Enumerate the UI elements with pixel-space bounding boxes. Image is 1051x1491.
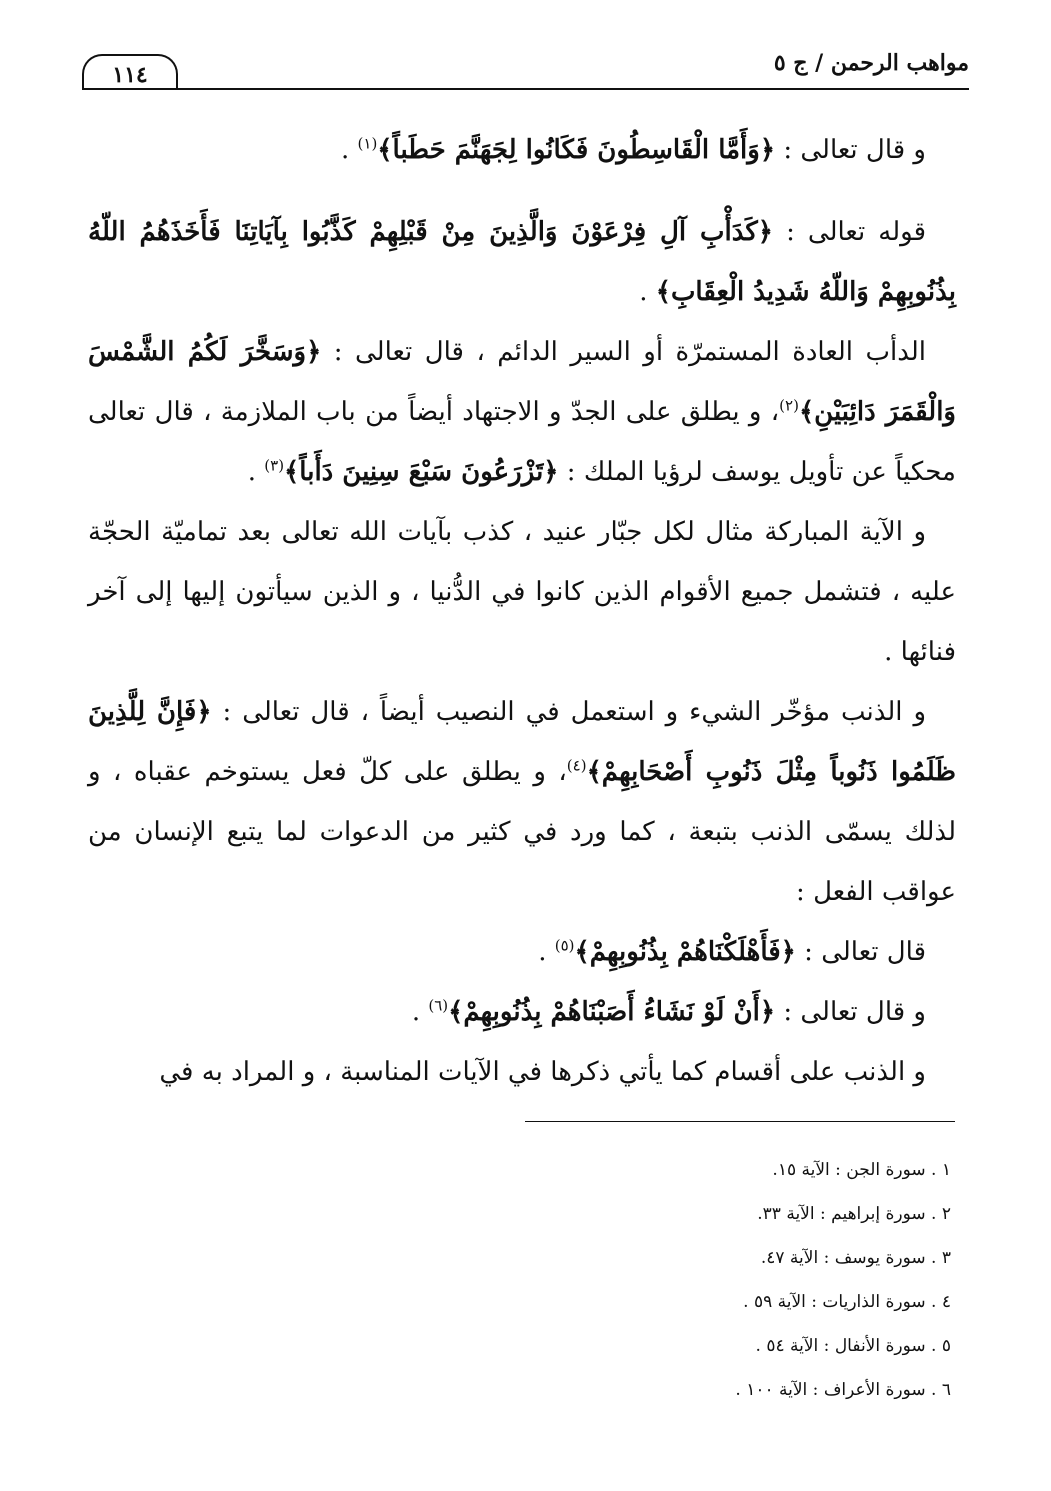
page-number: ١١٤	[82, 54, 178, 90]
quran-verse: ﴿فَأَهْلَكْنَاهُمْ بِذُنُوبِهِمْ﴾	[574, 937, 796, 967]
text: قال تعالى :	[795, 937, 926, 967]
footnote-ref: (٤)	[566, 756, 587, 775]
footnote: ٥ . سورة الأنفال : الآية ٥٤ .	[755, 1336, 951, 1356]
text: ، و يطلق على كلّ فعل يستوخم عقباه ، و لذلك يسمّى الذنب بتبعة ، كما ورد في كثير من الدعوات لما يتبع الإنسان من عواقب الفعل :	[88, 757, 956, 907]
text: .	[340, 135, 358, 165]
text: .	[639, 277, 656, 307]
paragraph	[88, 322, 956, 502]
text: الدأب العادة المستمرّة أو السير الدائم ، قال تعالى :	[321, 337, 926, 367]
text: .	[411, 997, 429, 1027]
text: و الذنب مؤخّر الشيء و استعمل في النصيب أيضاً ، قال تعالى :	[211, 697, 926, 727]
text: .	[247, 457, 265, 487]
paragraph: و الذنب على أقسام كما يأتي ذكرها في الآيات المناسبة ، و المراد به في	[159, 1057, 926, 1087]
paragraph	[88, 682, 956, 922]
book-title: مواهب الرحمن / ج ٥	[773, 50, 969, 76]
quran-verse: ﴿أَنْ لَوْ نَشَاءُ أَصَبْنَاهُمْ بِذُنُوبِهِمْ﴾	[448, 997, 776, 1027]
text: .	[538, 937, 555, 967]
text: و قال تعالى :	[775, 135, 926, 165]
footnote-ref: (١)	[357, 134, 378, 153]
quran-verse: ﴿وَأَمَّا الْقَاسِطُونَ فَكَانُوا لِجَهَنَّمَ حَطَباً﴾	[377, 135, 776, 165]
main-text	[88, 120, 956, 1102]
footnotes	[300, 1148, 951, 1412]
footnote-ref: (٦)	[428, 996, 449, 1015]
quran-verse: ﴿تَزْرَعُونَ سَبْعَ سِنِينَ دَأَباً﴾	[284, 457, 559, 487]
quran-verse: ﴿وَسَخَّرَ لَكُمُ الشَّمْسَ وَالْقَمَرَ دَائِبَيْنِ﴾	[88, 337, 956, 427]
footnote: ٤ . سورة الذاريات : الآية ٥٩ .	[743, 1292, 951, 1312]
quran-verse: ﴿فَإِنَّ لِلَّذِينَ ظَلَمُوا ذَنُوباً مِثْلَ ذَنُوبِ أَصْحَابِهِمْ﴾	[88, 697, 956, 787]
paragraph: و الآية المباركة مثال لكل جبّار عنيد ، كذب بآيات الله تعالى بعد تماميّة الحجّة عليه ، فتشمل جميع الأقوام الذين كانوا في الدُّنيا ، و الذين سيأتون إليها إلى آخر فنائها .	[88, 517, 956, 667]
footnote-divider	[525, 1121, 955, 1122]
header-divider	[82, 88, 969, 90]
paragraph	[88, 922, 956, 982]
footnote: ٦ . سورة الأعراف : الآية ١٠٠ .	[735, 1380, 951, 1400]
footnote-ref: (٥)	[554, 936, 575, 955]
footnote: ٣ . سورة يوسف : الآية ٤٧.	[760, 1248, 951, 1268]
page-header	[82, 38, 969, 94]
quran-verse: ﴿كَدَأْبِ آلِ فِرْعَوْنَ وَالَّذِينَ مِنْ قَبْلِهِمْ كَذَّبُوا بِآيَاتِنَا فَأَخَذَهُمُ اللّهُ بِذُنُوبِهِمْ وَاللّهُ شَدِيدُ الْعِقَابِ﴾	[88, 217, 956, 307]
footnote-ref: (٣)	[264, 456, 285, 475]
paragraph	[88, 120, 956, 180]
text: و قال تعالى :	[775, 997, 926, 1027]
footnote: ١ . سورة الجن : الآية ١٥.	[772, 1160, 951, 1180]
paragraph	[88, 202, 956, 322]
paragraph	[88, 982, 956, 1042]
text: قوله تعالى :	[772, 217, 926, 247]
text: ، و يطلق على الجدّ و الاجتهاد أيضاً من باب الملازمة ، قال تعالى محكياً عن تأويل يوسف لرؤيا الملك :	[88, 397, 956, 487]
footnote-ref: (٢)	[779, 396, 799, 415]
footnote: ٢ . سورة إبراهيم : الآية ٣٣.	[757, 1204, 951, 1224]
